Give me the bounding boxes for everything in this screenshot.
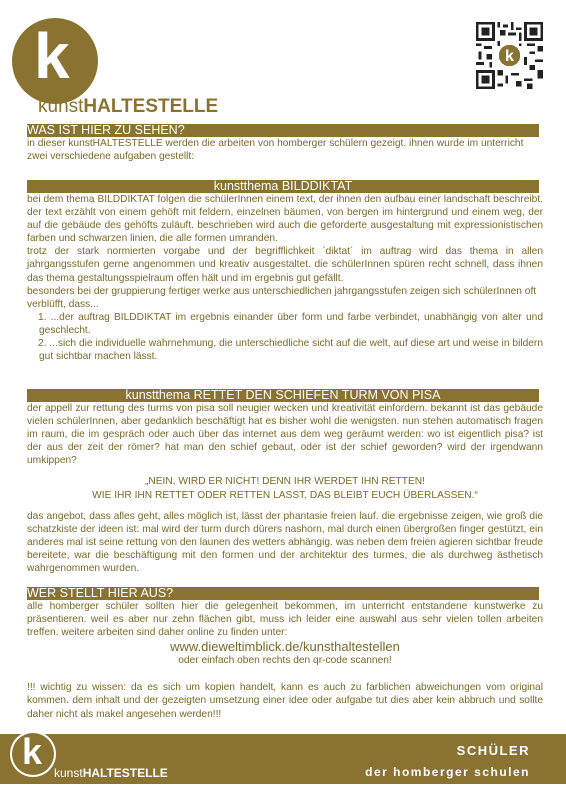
footer-logo-wordmark [54,766,168,780]
section-what-body [27,137,543,163]
footer-line-2: der homberger schulen [365,765,530,779]
pisa-paragraph-2: das angebot, dass alles geht, alles möglich ist, lässt der phantasie freien lauf. die ergebnisse zeigen, wie groß die schatzkiste der ideen ist: mal wird der turm durch dürers nashorn, mal durch einen übergroßen finger gestützt, ein anderes mal ist seine rettung von den launen des wetters abhängig. was neben dem freien agieren sichtbar freude bereitete, war die beschäftigung mit den formen und der architektur des turmes, die als durchweg ästhetisch wahrgenommen wurden. [27,510,543,575]
footer-logo-prefix: kunst [54,766,83,780]
footer-logo-letter: k [22,731,43,772]
who-paragraph-2: !!! wichtig zu wissen: da es sich um kopien handelt, kann es auch zu farblichen abweichungen vom original kommen. dem inhalt und der gezeigten umsetzung einer idee oder aufgabe tut dies aber kein abbruch und sollte daher nicht als makel angesehen werden!!! [27,682,543,720]
bilddiktat-item-1: 1. ...der auftrag BILDDIKTAT im ergebnis einander über form und farbe verbindet, unabhängig von alter und geschlecht. [38,311,543,336]
logo-prefix: kunst [38,96,84,117]
bilddiktat-paragraph-1: bei dem thema BILDDIKTAT folgen die schülerInnen einem text, der ihnen den aufbau einer landschaft beschreibt. der text erzählt von einem gehöft mit feldern, einzelnen bäumen, von bergen im hintergrund und einem weg, der auf die gebäude des gehöfts zuläuft. beschrieben wird auch die geforderte ausgestaltung mit expressionistischen farben und schwarzen linien, die alle formen umranden. [27,194,543,245]
intro-text: in dieser kunstHALTESTELLE werden die arbeiten von homberger schülern gezeigt. ihnen wurde im unterricht zwei verschiedene aufgaben gestellt: [27,138,524,163]
footer-logo [10,731,210,787]
qr-hint: oder einfach oben rechts den qr-code scannen! [178,655,392,667]
bilddiktat-paragraph-2: trotz der stark normierten vorgabe und der begrifflichkeit `diktat´ im auftrag wird das thema in allen jahrgangsstufen gerne angenommen und kreativ ausgestaltet. die schülerInnen spüren recht schnell, dass ihnen das thema gestaltungsspielraum offen hält und im ergebnis gut gefällt. [27,246,543,284]
logo-letter: k [34,20,70,92]
pisa-quote-line-2: WIE IHR IHN RETTET ODER RETTEN LASST, DAS BLEIBT EUCH ÜBERLASSEN.“ [92,489,478,501]
svg-text:k: k [505,47,514,66]
who-paragraph-1: alle homberger schüler sollten hier die gelegenheit bekommen, im unterricht entstandene kunstwerke zu präsentieren. weil es aber nur zehn flächen gibt, muss ich leider eine auswahl aus sehr vielen tollen arbeiten treffen. weitere arbeiten sind daher online zu finden unter: [27,601,543,639]
section-bilddiktat-body [27,193,543,363]
footer-logo-brand: HALTESTELLE [82,766,168,780]
website-link[interactable]: www.dieweltimblick.de/kunsthaltestellen [170,639,400,655]
bilddiktat-paragraph-3: besonders bei der gruppierung fertiger werke aus unterschiedlichen jahrgangsstufen zeigen sich schülerInnen oft verblüfft, dass... [27,285,537,310]
header-logo [12,18,252,117]
pisa-paragraph-1: der appell zur rettung des turms von pisa soll neugier wecken und kreativität einfordern. bekannt ist das gebäude vielen schülerInnen, aber gedanklich beschäftigt hat es bisher wohl die wenigsten. nun stehen automatisch fragen im raum, die im gespräch oder auch über das internet aus dem weg geräumt werden: wo ist eigentlich pisa? ist der aus der zeit der römer? hat man den schief gebaut, oder ist der schief geworden? wird der irgendwann umkippen? [27,403,543,467]
section-heading-bilddiktat: kunstthema BILDDIKTAT [27,180,539,193]
section-heading-what: WAS IST HIER ZU SEHEN? [27,124,539,137]
section-who-body [27,600,543,721]
section-heading-pisa: kunstthema RETTET DEN SCHIEFEN TURM VON PISA [27,389,539,402]
footer-line-1: SCHÜLER [456,743,530,758]
logo-wordmark [38,96,218,118]
logo-brand: HALTESTELLE [83,96,219,117]
qr-code-icon[interactable] [476,22,543,89]
section-pisa-body [27,402,543,575]
section-heading-who: WER STELLT HIER AUS? [27,587,539,600]
pisa-quote-line-1: „NEIN, WIRD ER NICHT! DENN IHR WERDET IHN RETTEN! [145,476,425,488]
bilddiktat-item-2: 2. ...sich die individuelle wahrnehmung, die unterschiedliche sicht auf die welt, auf diese art und weise in bildern gut sichtbar machen lässt. [38,338,543,363]
